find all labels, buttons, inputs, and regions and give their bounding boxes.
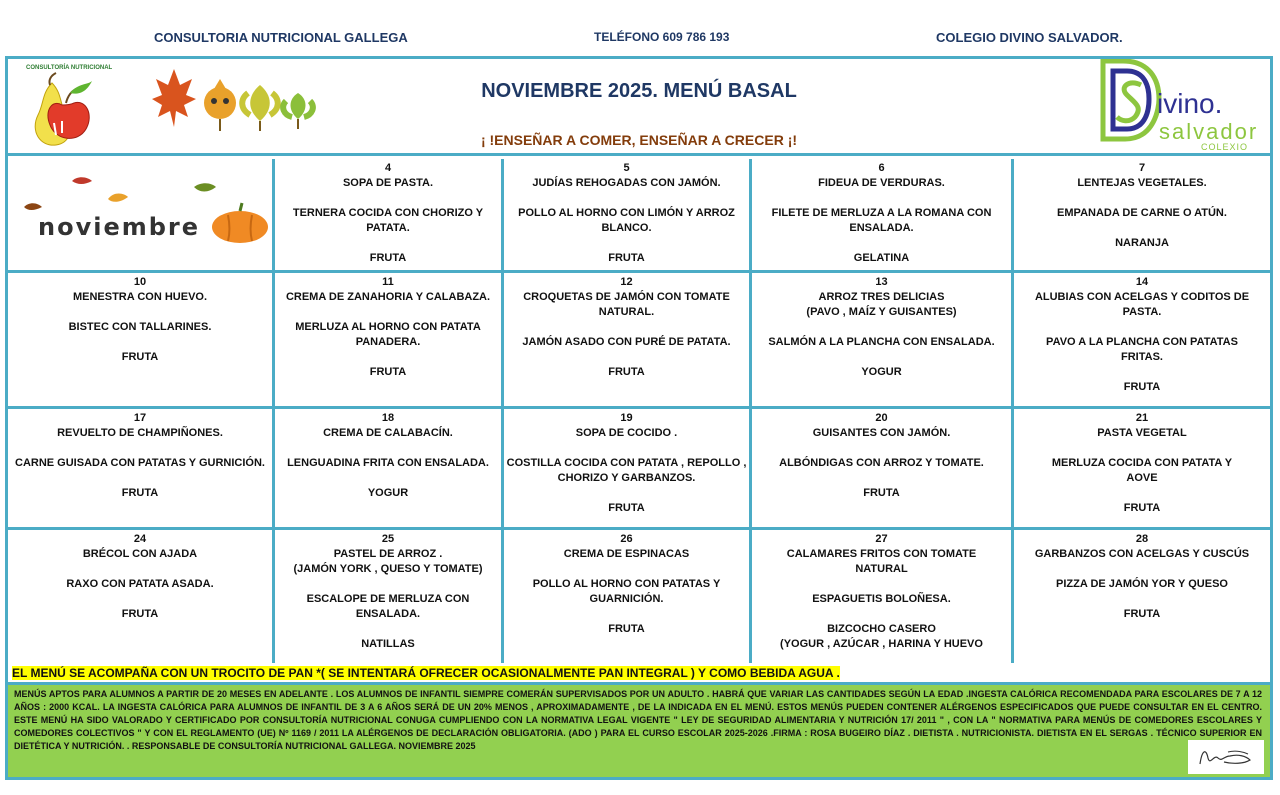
menu-line: PASTA VEGETAL: [1097, 427, 1187, 439]
menu-line: [275, 577, 501, 592]
menu-line: SALMÓN A LA PLANCHA CON ENSALADA.: [768, 336, 995, 348]
page-title: NOVIEMBRE 2025. MENÚ BASAL: [481, 80, 797, 102]
menu-line: FRUTA: [608, 366, 645, 378]
menu-line: CROQUETAS DE JAMÓN CON TOMATE: [523, 291, 730, 303]
day-number: 17: [133, 412, 147, 424]
day-number: 4: [384, 162, 392, 174]
day-cell: [275, 273, 504, 406]
bread-water-note: [8, 663, 1270, 685]
footer-text: MENÚS APTOS PARA ALUMNOS A PARTIR DE 20 MESES EN ADELANTE . LOS ALUMNOS DE INFANTIL SIEMPRE COMERÁN SUPERVISADOS POR UN ADULTO . HABRÁ QUE VARIAR LAS CANTIDADES SEGÚN LA EDAD .INGESTA CALÓRICA RECOMENDADA PARA ESCOLARES DE 7 A 12 AÑOS : 2000 KCAL. LA INGESTA CALÓRICA PARA ALUMNOS DE INFANTIL DE 3 A 6 AÑOS SERÁ DE UN 20% MENOS , APROXIMADAMENTE , DE LA INDICADA EN EL MENÚ. ESTOS MENÚS PUEDEN CONTENER ALÉRGENOS ESPECIFICADOS QUE PUEDE CONSULTAR EN EL CENTRO. ESTE MENÚ HA SIDO VALORADO Y CERTIFICADO POR CONSULTORÍA NUTRICIONAL CONUGA CUMPLIENDO CON LA NORMATIVA LEGAL VIGENTE " LEY DE SEGURIDAD ALIMENTARIA Y NUTRICIÓN 17/ 2011 " , CON LA " NORMATIVA PARA MENÚS DE COMEDORES ESCOLARES Y COMEDORES COLECTIVOS " Y CON EL REGLAMENTO (UE) Nº 1169 / 2011 LA ALÉRGENOS DE DECLARACIÓN OBLIGATORIA. (ADO ) PARA EL CURSO ESCOLAR 2025-2026 .FIRMA : ROSA BUGEIRO DÍAZ . DIETISTA . NUTRICIONISTA. DIETISTA EN EL SERGAS . TÉCNICO SUPERIOR EN DIETÉTICA Y NUTRICIÓN. . RESPONSABLE DE CONSULTORÍA NUTRICIONAL GALLEGA. NOVIEMBRE 2025: [14, 689, 1262, 751]
menu-line: [275, 350, 501, 365]
menu-line: [504, 441, 749, 456]
school-name: COLEGIO DIVINO SALVADOR.: [936, 30, 1123, 45]
menu-line: SOPA DE PASTA.: [342, 177, 434, 189]
menu-line: RAXO CON PATATA ASADA.: [66, 578, 214, 590]
menu-line: FILETE DE MERLUZA A LA ROMANA CON: [771, 207, 992, 219]
menu-line: EMPANADA DE CARNE O ATÚN.: [1057, 207, 1227, 219]
menu-line: [1014, 320, 1270, 335]
menu-line: POLLO AL HORNO CON LIMÓN Y ARROZ: [518, 207, 735, 219]
menu-line: [504, 486, 749, 501]
menu-line: [8, 305, 272, 320]
menu-line: NARANJA: [1115, 237, 1169, 249]
day-cell: [8, 530, 275, 663]
menu-line: [752, 471, 1011, 486]
signature-icon: [1188, 740, 1264, 774]
divino-salvador-logo-icon: [1093, 59, 1268, 153]
day-number: 27: [875, 533, 888, 545]
day-number: 10: [133, 276, 147, 288]
day-number: 7: [1138, 162, 1146, 174]
day-number: 26: [620, 533, 633, 545]
menu-line: GELATINA: [853, 252, 910, 264]
menu-line: ENSALADA.: [849, 222, 914, 234]
menu-line: NATURAL.: [598, 306, 655, 318]
menu-line: (PAVO , MAÍZ Y GUISANTES): [806, 306, 957, 318]
menu-line: [752, 441, 1011, 456]
menu-line: [8, 471, 272, 486]
menu-line: [275, 191, 501, 206]
menu-line: POLLO AL HORNO CON PATATAS Y: [532, 578, 721, 590]
menu-line: FRUTA: [608, 623, 645, 635]
menu-line: [752, 236, 1011, 251]
menu-line: ALUBIAS CON ACELGAS Y CODITOS DE: [1034, 291, 1250, 303]
footer-notes: [8, 685, 1270, 777]
menu-line: GARBANZOS CON ACELGAS Y CUSCÚS: [1034, 548, 1250, 560]
day-number: 12: [620, 276, 633, 288]
menu-line: BLANCO.: [601, 222, 652, 234]
menu-line: NATILLAS: [361, 638, 415, 650]
menu-line: NATURAL: [855, 563, 908, 575]
day-number: 13: [875, 276, 888, 288]
bread-water-note-text: EL MENÚ SE ACOMPAÑA CON UN TROCITO DE PAN *( SE INTENTARÁ OFRECER OCASIONALMENTE PAN INTEGRAL ) Y COMO BEBIDA AGUA .: [12, 666, 840, 680]
day-number: 18: [381, 412, 395, 424]
menu-line: FRUTA: [369, 252, 407, 264]
menu-line: GUISANTES CON JAMÓN.: [812, 427, 951, 439]
menu-line: CALAMARES FRITOS CON TOMATE: [786, 548, 977, 560]
month-art-cell: [8, 159, 275, 270]
menu-line: FRUTA: [608, 502, 645, 514]
menu-line: [8, 562, 272, 577]
week-row: [8, 409, 1270, 530]
menu-line: FRUTA: [1123, 502, 1161, 514]
menu-line: CHORIZO Y GARBANZOS.: [557, 472, 696, 484]
week-row: [8, 159, 1270, 273]
menu-line: BIZCOCHO CASERO: [827, 623, 936, 635]
menu-line: (JAMÓN YORK , QUESO Y TOMATE): [293, 563, 483, 575]
menu-line: CREMA DE ESPINACAS: [563, 548, 690, 560]
menu-line: AOVE: [1126, 472, 1158, 484]
logo-word-colexio: COLEXIO: [1201, 142, 1249, 152]
day-number: 11: [382, 276, 394, 288]
menu-line: MERLUZA AL HORNO CON PATATA: [295, 321, 481, 333]
menu-line: PIZZA DE JAMÓN YOR Y QUESO: [1056, 578, 1228, 590]
menu-line: FIDEUA DE VERDURAS.: [818, 177, 945, 189]
week-row: [8, 530, 1270, 666]
menu-line: [8, 335, 272, 350]
day-number: 6: [878, 162, 885, 174]
menu-line: FRUTA: [369, 366, 407, 378]
menu-line: [1014, 562, 1270, 577]
menu-line: REVUELTO DE CHAMPIÑONES.: [57, 427, 223, 439]
school-logo: [1093, 59, 1268, 153]
day-number: 21: [1135, 412, 1149, 424]
day-cell: [8, 409, 275, 527]
consultancy-logo-caption: CONSULTORÍA NUTRICIONAL: [26, 65, 113, 71]
menu-line: JAMÓN ASADO CON PURÉ DE PATATA.: [522, 336, 731, 348]
menu-line: [1014, 486, 1270, 501]
day-number: 20: [875, 412, 888, 424]
menu-line: [275, 622, 501, 637]
day-cell: [1014, 273, 1270, 406]
day-cell: [1014, 159, 1270, 270]
menu-line: PASTA.: [1122, 306, 1162, 318]
week-row: [8, 273, 1270, 409]
menu-line: JUDÍAS REHOGADAS CON JAMÓN.: [532, 177, 721, 189]
noviembre-pumpkin-icon: [8, 161, 275, 272]
day-number: 25: [381, 533, 395, 545]
menu-line: [1014, 191, 1270, 206]
menu-line: [504, 350, 749, 365]
menu-line: [1014, 592, 1270, 607]
menu-line: [752, 607, 1011, 622]
menu-line: COSTILLA COCIDA CON PATATA , REPOLLO ,: [506, 457, 747, 469]
menu-frame: [5, 56, 1273, 780]
day-cell: [504, 273, 752, 406]
menu-line: LENGUADINA FRITA CON ENSALADA.: [287, 457, 489, 469]
signature: [1188, 740, 1264, 774]
menu-line: FRUTA: [121, 608, 159, 620]
menu-line: PATATA.: [366, 222, 410, 234]
day-cell: [1014, 409, 1270, 527]
day-cell: [8, 273, 275, 406]
menu-line: LENTEJAS VEGETALES.: [1077, 177, 1207, 189]
menu-line: [752, 191, 1011, 206]
menu-line: FRITAS.: [1121, 351, 1163, 363]
menu-line: [275, 305, 501, 320]
menu-line: PASTEL DE ARROZ .: [333, 548, 443, 560]
menu-line: ESPAGUETIS BOLOÑESA.: [812, 593, 951, 605]
phone-number: TELÉFONO 609 786 193: [594, 30, 730, 44]
day-number: 24: [133, 533, 147, 545]
menu-line: ARROZ TRES DELICIAS: [818, 291, 945, 303]
menu-line: [8, 441, 272, 456]
menu-line: [752, 320, 1011, 335]
menu-line: ESCALOPE DE MERLUZA CON: [306, 593, 470, 605]
menu-line: PAVO A LA PLANCHA CON PATATAS: [1046, 336, 1238, 348]
menu-line: CARNE GUISADA CON PATATAS Y GURNICIÓN.: [15, 457, 265, 469]
day-cell: [275, 159, 504, 270]
day-number: 19: [620, 412, 633, 424]
menu-line: [1014, 365, 1270, 380]
day-cell: [504, 409, 752, 527]
menu-line: [8, 592, 272, 607]
month-art-text: noviembre: [38, 213, 201, 241]
menu-line: BRÉCOL CON AJADA: [82, 548, 198, 560]
menu-line: MENESTRA CON HUEVO.: [72, 291, 208, 303]
menu-line: [275, 441, 501, 456]
menu-line: PANADERA.: [355, 336, 421, 348]
day-cell: [752, 273, 1014, 406]
menu-line: (YOGUR , AZÚCAR , HARINA Y HUEVO: [780, 638, 983, 650]
menu-line: FRUTA: [1123, 608, 1161, 620]
day-cell: [504, 159, 752, 270]
day-cell: [275, 530, 504, 663]
menu-line: [1014, 221, 1270, 236]
menu-line: [504, 236, 749, 251]
day-cell: [504, 530, 752, 663]
menu-line: [1014, 441, 1270, 456]
day-number: 5: [623, 162, 630, 174]
logo-word-salvador: salvador: [1159, 119, 1259, 144]
menu-line: BISTEC CON TALLARINES.: [68, 321, 212, 333]
menu-line: YOGUR: [367, 487, 409, 499]
day-cell: [275, 409, 504, 527]
logo-word-divino: ivino.: [1157, 88, 1223, 119]
menu-line: [504, 191, 749, 206]
day-cell: [752, 530, 1014, 663]
menu-line: GUARNICIÓN.: [589, 593, 664, 605]
menu-line: YOGUR: [861, 366, 902, 378]
day-number: 14: [1135, 276, 1149, 288]
menu-line: [275, 471, 501, 486]
menu-line: MERLUZA COCIDA CON PATATA Y: [1051, 457, 1233, 469]
day-cell: [752, 409, 1014, 527]
menu-header: [8, 59, 1270, 156]
menu-line: FRUTA: [121, 351, 159, 363]
menu-line: FRUTA: [863, 487, 900, 499]
menu-line: FRUTA: [1123, 381, 1161, 393]
menu-line: ALBÓNDIGAS CON ARROZ Y TOMATE.: [779, 457, 984, 469]
menu-line: SOPA DE COCIDO .: [575, 427, 678, 439]
menu-line: [504, 320, 749, 335]
menu-line: CREMA DE ZANAHORIA Y CALABAZA.: [285, 291, 491, 303]
menu-line: [504, 562, 749, 577]
menu-line: ENSALADA.: [355, 608, 421, 620]
menu-line: FRUTA: [121, 487, 159, 499]
menu-line: [752, 577, 1011, 592]
top-info-bar: [0, 28, 1280, 48]
menu-motto: ¡ !ENSEÑAR A COMER, ENSEÑAR A CRECER ¡!: [480, 132, 798, 148]
menu-line: TERNERA COCIDA CON CHORIZO Y: [292, 207, 484, 219]
day-number: 28: [1135, 533, 1149, 545]
menu-line: FRUTA: [608, 252, 645, 264]
menu-line: CREMA DE CALABACÍN.: [323, 427, 453, 439]
menu-line: [275, 236, 501, 251]
menu-line: [752, 350, 1011, 365]
menu-line: [504, 607, 749, 622]
day-cell: [1014, 530, 1270, 663]
day-cell: [752, 159, 1014, 270]
consultancy-name: CONSULTORIA NUTRICIONAL GALLEGA: [154, 30, 408, 45]
